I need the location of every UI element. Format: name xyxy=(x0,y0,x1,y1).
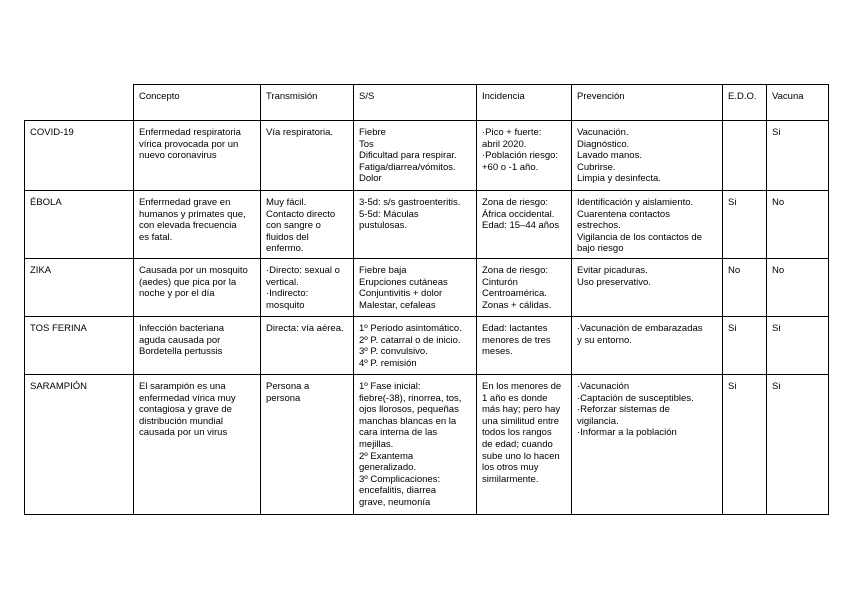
cell-line: Infección bacteriana xyxy=(139,323,225,334)
cell-line: Contacto directo xyxy=(266,208,336,220)
transmision-cell xyxy=(261,259,354,317)
cell-line: Directa: vía aérea. xyxy=(266,323,344,334)
cell-line: similarmente. xyxy=(482,473,539,485)
cell-line: Dolor xyxy=(359,173,382,185)
cell-line: encefalitis, diarrea xyxy=(359,485,437,497)
cell-line: abril 2020. xyxy=(482,138,527,150)
cell-line: Zona de riesgo: xyxy=(482,197,549,208)
concepto-cell xyxy=(134,191,261,259)
edo-cell xyxy=(723,121,767,191)
cell-line: Diagnóstico. xyxy=(577,138,630,150)
sintomas-cell xyxy=(354,121,477,191)
table-row-covid-19 xyxy=(25,121,829,191)
concepto-cell xyxy=(134,317,261,375)
edo-cell: Si xyxy=(723,191,767,259)
disease-name-cell: ZIKA xyxy=(25,259,134,317)
cell-line: Vacunación. xyxy=(577,127,629,138)
header-incidencia: Incidencia xyxy=(477,85,572,121)
cell-line: 2º P. catarral o de inicio. xyxy=(359,334,461,346)
cell-line: 1º Periodo asintomático. xyxy=(359,323,462,334)
cell-line: +60 o -1 año. xyxy=(482,161,539,173)
cell-line: generalizado. xyxy=(359,462,417,474)
transmision-cell xyxy=(261,191,354,259)
cell-line: Enfermedad grave en xyxy=(139,197,231,208)
cell-line: de edad; cuando xyxy=(482,438,553,450)
vacuna-cell: No xyxy=(767,191,829,259)
disease-name-cell: ÉBOLA xyxy=(25,191,134,259)
cell-line: vírica provocada por un xyxy=(139,138,239,150)
cell-line: vertical. xyxy=(266,276,299,288)
cell-line: contagiosa y grave de xyxy=(139,404,232,416)
cell-line: meses. xyxy=(482,346,513,358)
cell-line: vigilancia. xyxy=(577,415,619,427)
cell-line: Vía respiratoria. xyxy=(266,127,334,138)
cell-line: nuevo coronavirus xyxy=(139,150,217,162)
cell-line: y su entorno. xyxy=(577,334,632,346)
vacuna-cell: No xyxy=(767,259,829,317)
cell-line: 2º Exantema xyxy=(359,450,414,462)
cell-line: Zona de riesgo: xyxy=(482,265,549,276)
cell-line: los otros muy xyxy=(482,462,539,474)
cell-line: ·Pico + fuerte: xyxy=(482,127,542,138)
cell-line: una similitud entre xyxy=(482,415,560,427)
cell-line: ·Captación de susceptibles. xyxy=(577,392,694,404)
cell-line: Erupciones cutáneas xyxy=(359,276,448,288)
table-row-sarampion xyxy=(25,375,829,515)
cell-line: 5-5d: Máculas xyxy=(359,208,419,220)
header-vacuna: Vacuna xyxy=(767,85,829,121)
cell-line: África occidental. xyxy=(482,208,555,220)
cell-line: En los menores de xyxy=(482,381,562,392)
cell-line: ·Vacunación xyxy=(577,381,630,392)
cell-line: cara interna de las xyxy=(359,427,438,439)
cell-line: Enfermedad respiratoria xyxy=(139,127,241,138)
header-concepto: Concepto xyxy=(134,85,261,121)
vacuna-cell: Si xyxy=(767,317,829,375)
cell-line: Cinturón xyxy=(482,276,518,288)
cell-line: todos los rangos xyxy=(482,427,552,439)
cell-line: enfermo. xyxy=(266,243,304,255)
table-row-ebola xyxy=(25,191,829,259)
cell-line: Evitar picaduras. xyxy=(577,265,648,276)
cell-line: fiebre(-38), rinorrea, tos, xyxy=(359,392,462,404)
vacuna-cell: Si xyxy=(767,121,829,191)
cell-line: noche y por el día xyxy=(139,288,215,300)
cell-line: Fiebre baja xyxy=(359,265,407,276)
header-corner-cell xyxy=(25,85,134,121)
prevencion-cell xyxy=(572,191,723,259)
transmision-cell xyxy=(261,317,354,375)
cell-line: distribución mundial xyxy=(139,415,223,427)
cell-line: Bordetella pertussis xyxy=(139,346,223,358)
incidencia-cell xyxy=(477,317,572,375)
cell-line: con elevada frecuencia xyxy=(139,220,237,232)
cell-line: Fiebre xyxy=(359,127,386,138)
cell-line: ·Informar a la población xyxy=(577,427,677,439)
cell-line: 3º Complicaciones: xyxy=(359,473,441,485)
table-row-zika xyxy=(25,259,829,317)
table-row-tos-ferina xyxy=(25,317,829,375)
header-edo: E.D.O. xyxy=(723,85,767,121)
cell-line: aguda causada por xyxy=(139,334,221,346)
disease-name-cell: SARAMPIÓN xyxy=(25,375,134,515)
cell-line: Conjuntivitis + dolor xyxy=(359,288,443,300)
prevencion-cell xyxy=(572,375,723,515)
header-row xyxy=(25,85,829,121)
vacuna-cell: Si xyxy=(767,375,829,515)
cell-line: fluidos del xyxy=(266,231,309,243)
cell-line: pustulosas. xyxy=(359,220,408,232)
header-sintomas: S/S xyxy=(354,85,477,121)
cell-line: humanos y primates que, xyxy=(139,208,246,220)
concepto-cell xyxy=(134,259,261,317)
concepto-cell xyxy=(134,375,261,515)
cell-line: 3º P. convulsivo. xyxy=(359,346,428,358)
cell-line: causada por un virus xyxy=(139,427,228,439)
cell-line: sube uno lo hacen xyxy=(482,450,560,462)
header-transmision: Transmisión xyxy=(261,85,354,121)
cell-line: ·Reforzar sistemas de xyxy=(577,404,670,416)
cell-line: con sangre o xyxy=(266,220,321,232)
cell-line: es fatal. xyxy=(139,231,173,243)
cell-line: Edad: lactantes xyxy=(482,323,548,334)
cell-line: persona xyxy=(266,392,301,404)
cell-line: Persona a xyxy=(266,381,310,392)
cell-line: Fatiga/diarrea/vómitos. xyxy=(359,161,456,173)
cell-line: (aedes) que pica por la xyxy=(139,276,237,288)
prevencion-cell xyxy=(572,121,723,191)
cell-line: ojos llorosos, pequeñas xyxy=(359,404,459,416)
edo-cell: Si xyxy=(723,317,767,375)
cell-line: ·Indirecto: xyxy=(266,288,309,300)
cell-line: Muy fácil. xyxy=(266,197,307,208)
cell-line: enfermedad vírica muy xyxy=(139,392,236,404)
cell-line: Centroamérica. xyxy=(482,288,547,300)
incidencia-cell xyxy=(477,375,572,515)
cell-line: 1º Fase inicial: xyxy=(359,381,421,392)
cell-line: estrechos. xyxy=(577,220,621,232)
cell-line: Lavado manos. xyxy=(577,150,642,162)
disease-name-cell: COVID-19 xyxy=(25,121,134,191)
incidencia-cell xyxy=(477,191,572,259)
sintomas-cell xyxy=(354,375,477,515)
sintomas-cell xyxy=(354,259,477,317)
cell-line: Zonas + cálidas. xyxy=(482,299,552,311)
sintomas-cell xyxy=(354,191,477,259)
cell-line: mosquito xyxy=(266,299,305,311)
cell-line: ·Vacunación de embarazadas xyxy=(577,323,703,334)
cell-line: Cubrirse. xyxy=(577,161,616,173)
cell-line: Identificación y aislamiento. xyxy=(577,197,694,208)
cell-line: El sarampión es una xyxy=(139,381,226,392)
disease-table xyxy=(24,84,829,515)
cell-line: ·Directo: sexual o xyxy=(266,265,340,276)
cell-line: manchas blancas en la xyxy=(359,415,457,427)
cell-line: 1 año es donde xyxy=(482,392,548,404)
prevencion-cell xyxy=(572,317,723,375)
cell-line: 4º P. remisión xyxy=(359,357,417,369)
cell-line: Limpia y desinfecta. xyxy=(577,173,661,185)
cell-line: mejillas. xyxy=(359,438,394,450)
edo-cell: No xyxy=(723,259,767,317)
cell-line: Cuarentena contactos xyxy=(577,208,670,220)
cell-line: ·Población riesgo: xyxy=(482,150,559,162)
transmision-cell xyxy=(261,121,354,191)
cell-line: bajo riesgo xyxy=(577,243,624,255)
cell-line: Causada por un mosquito xyxy=(139,265,248,276)
cell-line: Dificultad para respirar. xyxy=(359,150,457,162)
header-prevencion: Prevención xyxy=(572,85,723,121)
incidencia-cell xyxy=(477,259,572,317)
cell-line: Uso preservativo. xyxy=(577,276,651,288)
cell-line: Vigilancia de los contactos de xyxy=(577,231,702,243)
cell-line: Tos xyxy=(359,138,374,150)
cell-line: grave, neumonía xyxy=(359,496,431,508)
edo-cell: Si xyxy=(723,375,767,515)
cell-line: 3-5d: s/s gastroenteritis. xyxy=(359,197,461,208)
sintomas-cell xyxy=(354,317,477,375)
incidencia-cell xyxy=(477,121,572,191)
disease-name-cell: TOS FERINA xyxy=(25,317,134,375)
cell-line: más hay; pero hay xyxy=(482,404,561,416)
cell-line: Edad: 15–44 años xyxy=(482,220,560,232)
transmision-cell xyxy=(261,375,354,515)
prevencion-cell xyxy=(572,259,723,317)
cell-line: Malestar, cefaleas xyxy=(359,299,436,311)
cell-line: menores de tres xyxy=(482,334,551,346)
concepto-cell xyxy=(134,121,261,191)
